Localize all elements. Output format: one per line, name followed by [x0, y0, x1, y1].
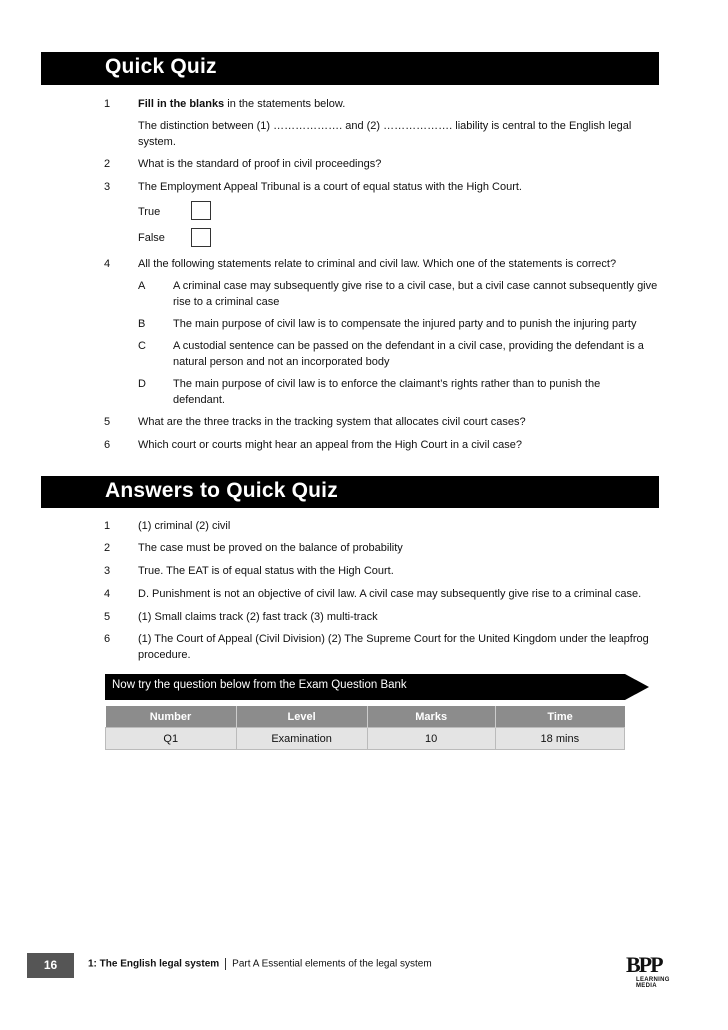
section-title: Quick Quiz — [105, 55, 217, 78]
false-checkbox[interactable] — [191, 228, 211, 247]
question-number: 6 — [104, 439, 111, 451]
answer-number: 5 — [104, 611, 111, 623]
bpp-logo — [626, 952, 690, 988]
answer-text: (1) criminal (2) civil — [138, 520, 231, 532]
question-number: 2 — [104, 158, 111, 170]
question-text — [138, 96, 658, 112]
question-text: Which court or courts might hear an appeal from the High Court in a civil case? — [138, 439, 522, 451]
answer-text: procedure. — [138, 649, 191, 661]
logo-subtext: LEARNING MEDIA — [636, 977, 670, 989]
answer-number: 4 — [104, 588, 111, 600]
answer-text: True. The EAT is of equal status with the High Court. — [138, 565, 394, 577]
question-text: What is the standard of proof in civil proceedings? — [138, 158, 382, 170]
section-title: Answers to Quick Quiz — [105, 479, 338, 502]
question-number: 3 — [104, 181, 111, 193]
option-text: A criminal case may subsequently give rise to a civil case, but a civil case cannot subsequently give — [173, 280, 658, 292]
option-text: rise to a criminal case — [173, 296, 280, 308]
instruction-rest: in the statements below. — [224, 98, 346, 110]
option-letter: D — [138, 378, 146, 390]
question-bank-table — [105, 706, 625, 750]
question-text: All the following statements relate to criminal and civil law. Which one of the statements is correct? — [138, 258, 617, 270]
option-letter: B — [138, 318, 146, 330]
table-row — [106, 728, 625, 750]
answer-text: The case must be proved on the balance of probability — [138, 542, 403, 554]
question-bank-banner — [105, 674, 625, 700]
table-cell: Q1 — [106, 728, 237, 750]
column-header: Marks — [367, 706, 495, 728]
option-letter: A — [138, 280, 146, 292]
answer-text: (1) Small claims track (2) fast track (3) multi-track — [138, 611, 378, 623]
column-header: Level — [236, 706, 367, 728]
arrow-icon — [625, 674, 649, 700]
question-line: system. — [138, 136, 176, 148]
answers-banner — [41, 476, 659, 508]
column-header: Number — [106, 706, 237, 728]
answer-number: 6 — [104, 633, 111, 645]
option-letter: C — [138, 340, 146, 352]
page-number: 16 — [27, 953, 74, 978]
question-bank-label: Now try the question below from the Exam Question Bank — [112, 679, 407, 691]
true-checkbox[interactable] — [191, 201, 211, 220]
true-label: True — [138, 206, 161, 218]
option-text: A custodial sentence can be passed on the defendant in a civil case, providing the defendant is a — [173, 340, 644, 352]
question-text: What are the three tracks in the tracking system that allocates civil court cases? — [138, 416, 526, 428]
option-text: The main purpose of civil law is to compensate the injured party and to punish the injuring party — [173, 318, 637, 330]
question-number: 4 — [104, 258, 111, 270]
answer-number: 3 — [104, 565, 111, 577]
question-line: The distinction between (1) ………………. and (2) ………………. liability is central to the English legal — [138, 120, 632, 132]
answer-text: D. Punishment is not an objective of civil law. A civil case may subsequently give rise to a criminal case. — [138, 588, 642, 600]
table-cell: 18 mins — [495, 728, 624, 750]
table-header-row — [106, 706, 625, 728]
table-cell: 10 — [367, 728, 495, 750]
answer-number: 2 — [104, 542, 111, 554]
table-cell: Examination — [236, 728, 367, 750]
answer-text: (1) The Court of Appeal (Civil Division) (2) The Supreme Court for the United Kingdom under the leapfrog — [138, 633, 649, 645]
divider — [225, 958, 226, 970]
question-number: 5 — [104, 416, 111, 428]
question-text: The Employment Appeal Tribunal is a court of equal status with the High Court. — [138, 181, 522, 193]
footer-text — [88, 958, 432, 970]
chapter-title: 1: The English legal system — [88, 958, 220, 970]
false-label: False — [138, 232, 165, 244]
instruction-bold: Fill in the blanks — [138, 98, 225, 110]
logo-text: BPP — [626, 952, 662, 977]
option-text: natural person and not an incorporated body — [173, 356, 390, 368]
column-header: Time — [495, 706, 624, 728]
quick-quiz-banner — [41, 52, 659, 85]
part-title: Part A Essential elements of the legal system — [232, 958, 432, 970]
answer-number: 1 — [104, 520, 111, 532]
question-number: 1 — [104, 98, 111, 110]
option-text: defendant. — [173, 394, 225, 406]
option-text: The main purpose of civil law is to enforce the claimant’s rights rather than to punish the — [173, 378, 601, 390]
